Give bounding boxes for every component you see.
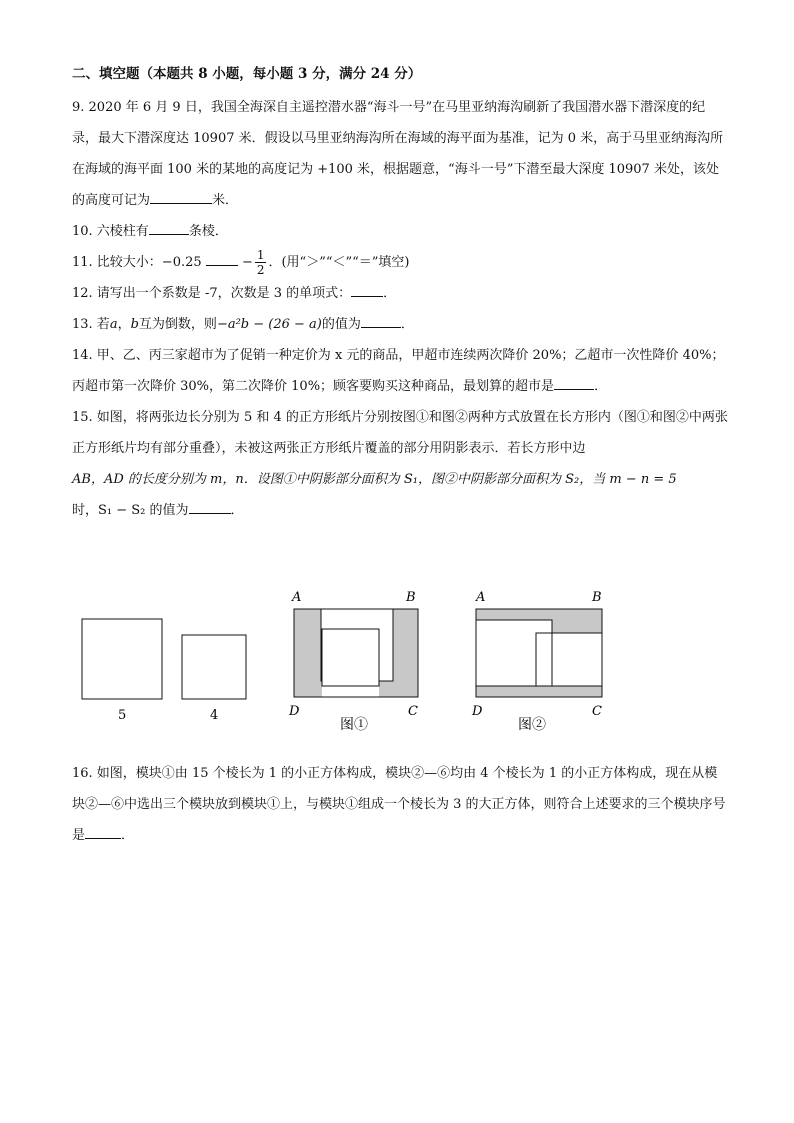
figures-svg: [72, 585, 632, 735]
figure-2: [471, 590, 602, 733]
q13-var-a: a: [109, 317, 118, 332]
q12-blank[interactable]: [351, 282, 383, 297]
fig1-square-4-fill: [322, 629, 379, 697]
q16-end: ．: [121, 828, 135, 843]
fig2-label: 图②: [518, 717, 546, 733]
q11-frac-num: 1: [256, 248, 265, 262]
q11-post: ．(用“＞”“＜”“＝”填空): [268, 255, 410, 270]
q13-mid2: 互为倒数，则: [138, 317, 217, 332]
q15-line2: AB，AD 的长度分别为 m，n．设图①中阴影部分面积为 S₁，图②中阴影部分面积为 S₂，当 m − n = 5: [72, 472, 677, 487]
question-15: [72, 402, 728, 526]
q10-post: 条棱．: [188, 224, 228, 239]
square-5-label: 5: [118, 708, 127, 723]
question-10: [72, 216, 728, 247]
q12-pre: 12. 请写出一个系数是 -7，次数是 3 的单项式：: [72, 286, 352, 301]
question-16: [72, 758, 728, 851]
q13-post: 的值为: [321, 317, 361, 332]
q11-minus: −: [241, 255, 253, 270]
q13-expression: −a²b − (26 − a): [216, 317, 322, 332]
fig1-B: B: [406, 590, 416, 605]
q13-var-b: b: [130, 317, 139, 332]
fig1-A: A: [292, 590, 302, 605]
q11-fraction: [255, 248, 267, 277]
question-11: [72, 247, 728, 278]
q15-figures: [72, 585, 632, 735]
question-14: [72, 340, 728, 402]
fig1-label: 图①: [340, 717, 368, 733]
q14-blank[interactable]: [554, 375, 594, 390]
q10-pre: 10. 六棱柱有: [72, 224, 149, 239]
square-4-label: 4: [210, 708, 219, 723]
question-9: [72, 92, 728, 216]
square-5: [82, 619, 162, 699]
q15-line3: 时，S₁ − S₂ 的值为: [72, 503, 189, 518]
exam-page: [72, 62, 728, 526]
q13-end: ．: [400, 317, 414, 332]
fig2-A: A: [476, 590, 486, 605]
fig2-square-4: [536, 633, 602, 686]
q16-text: 16. 如图，模块①由 15 个棱长为 1 的小正方体构成，模块②—⑥均由 4 个棱长为 1 的小正方体构成，现在从模块②—⑥中选出三个模块放到模块①上，与模块①组成一个棱长为 3 的大正方体，则符合上述要求的三个模块序号是: [72, 766, 726, 843]
fig2-D: D: [472, 704, 483, 719]
q15-blank[interactable]: [189, 499, 231, 514]
question-13: [72, 309, 728, 340]
square-4: [182, 635, 246, 699]
q13-blank[interactable]: [361, 313, 401, 328]
question-12: [72, 278, 728, 309]
q9-tail: 米．: [212, 193, 239, 208]
q11-frac-den: 2: [256, 263, 265, 277]
q9-text: 9. 2020 年 6 月 9 日，我国全海深自主遥控潜水器“海斗一号”在马里亚纳海沟刷新了我国潜水器下潜深度的纪录，最大下潜深度达 10907 米．假设以马里亚纳海沟所在海域的海平面为基准，记为 0 米，高于马里亚纳海沟所在海域的海平面 100 米的某地的高度记为 +100 米，根据题意，“海斗一号”下潜至最大深度 10907 米处，该处的高度可记为: [72, 100, 724, 208]
fig2-C: C: [592, 704, 602, 719]
q13-mid: ，: [117, 317, 131, 332]
q14-end: ．: [594, 379, 608, 394]
q16-blank[interactable]: [85, 824, 121, 839]
q9-blank[interactable]: [150, 189, 212, 204]
q15-text: 15. 如图，将两张边长分别为 5 和 4 的正方形纸片分别按图①和图②两种方式放置在长方形内（图①和图②中两张正方形纸片均有部分重叠），未被这两张正方形纸片覆盖的部分用阴影表示．若长方形中边: [72, 410, 728, 456]
q14-text: 14. 甲、乙、丙三家超市为了促销一种定价为 x 元的商品，甲超市连续两次降价 20%；乙超市一次性降价 40%；丙超市第一次降价 30%，第二次降价 10%；顾客要购买这种商品，最划算的超市是: [72, 348, 725, 394]
fig1-C: C: [408, 704, 418, 719]
q12-post: ．: [383, 286, 397, 301]
fig1-D: D: [289, 704, 300, 719]
fig2-B: B: [592, 590, 602, 605]
q11-blank[interactable]: [206, 251, 238, 266]
figure-1: [288, 590, 418, 733]
q11-pre: 11. 比较大小：−0.25: [72, 255, 202, 270]
q15-end: ．: [230, 503, 244, 518]
q13-pre: 13. 若: [72, 317, 110, 332]
q10-blank[interactable]: [149, 220, 189, 235]
section-title: 二、填空题（本题共 8 小题，每小题 3 分，满分 24 分）: [72, 66, 422, 82]
